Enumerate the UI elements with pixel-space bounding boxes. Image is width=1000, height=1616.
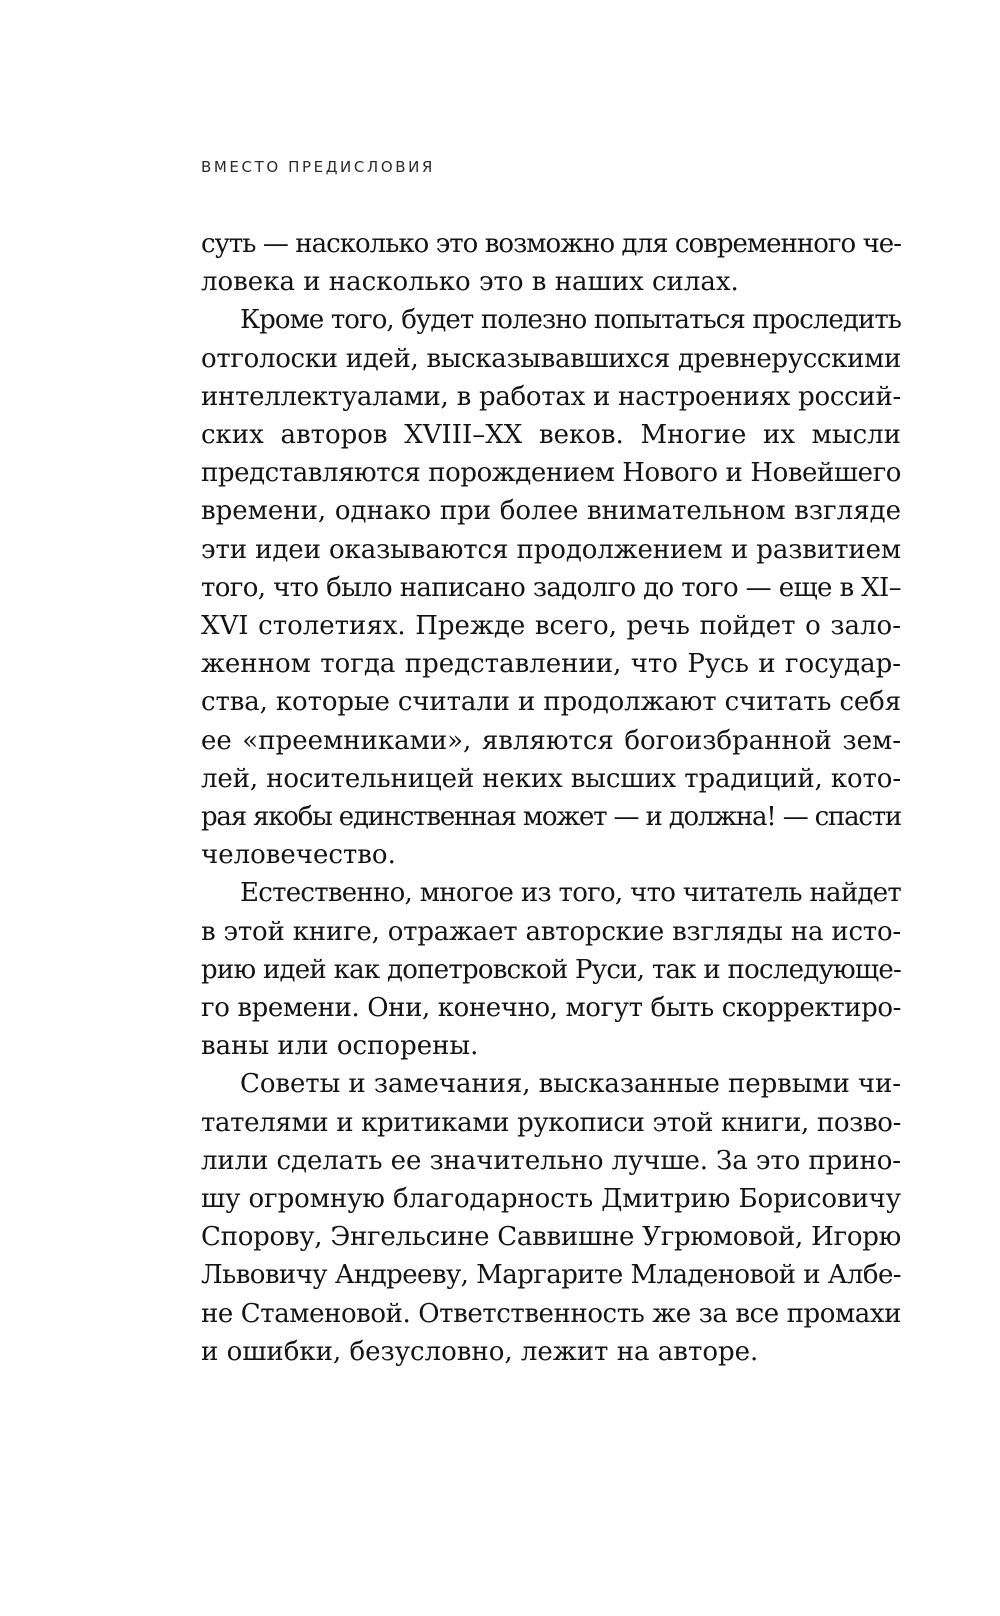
text-line: эти идеи оказываются продолжением и развитием [201, 534, 901, 565]
text-line: тателями и критиками рукописи этой книги, позво- [201, 1107, 901, 1138]
text-line: Кроме того, будет полезно попытаться проследить [240, 305, 901, 336]
text-line: женном тогда представлении, что Русь и государ- [201, 649, 901, 680]
text-line: времени, однако при более внимательном взгляде [201, 496, 901, 527]
text-line: в этой книге, отражает авторские взгляды на исто- [201, 916, 901, 947]
text-line: представляются порождением Нового и Новейшего [201, 458, 901, 489]
text-line: лили сделать ее значительно лучше. За это прино- [201, 1145, 901, 1176]
paragraph [201, 301, 901, 874]
text-line: Спорову, Энгельсине Саввишне Угрюмовой, Игорю [201, 1222, 901, 1253]
text-line: лей, носительницей неких высших традиций, кото- [201, 763, 901, 794]
paragraph [201, 225, 901, 301]
text-line: ее «преемниками», являются богоизбранной зем- [201, 725, 901, 756]
text-line: XVI столетиях. Прежде всего, речь пойдет о зало- [201, 611, 901, 642]
text-line: Советы и замечания, высказанные первыми чи- [240, 1069, 901, 1100]
text-line: го времени. Они, конечно, могут быть скорректиро- [201, 993, 901, 1024]
body-text [201, 225, 901, 1371]
text-line: и ошибки, безусловно, лежит на авторе. [201, 1336, 759, 1367]
text-line: ловека и насколько это в наших силах. [201, 267, 739, 298]
text-line: не Стаменовой. Ответственность же за все промахи [201, 1298, 901, 1329]
text-line: Львовичу Андрееву, Маргарите Младеновой и Албе- [201, 1260, 901, 1291]
text-line: Естественно, многое из того, что читатель найдет [240, 878, 901, 909]
text-line: суть — насколько это возможно для современного че- [201, 229, 901, 259]
text-line: человечество. [201, 840, 396, 871]
text-line: ства, которые считали и продолжают считать себя [201, 687, 901, 718]
text-line: ских авторов XVIII–XX веков. Многие их мысли [201, 420, 901, 451]
text-line: того, что было написано задолго до того — еще в XI– [201, 572, 901, 603]
running-head: ВМЕСТО ПРЕДИСЛОВИЯ [201, 158, 435, 176]
text-line: рию идей как допетровской Руси, так и последующе- [201, 954, 901, 985]
paragraph [201, 874, 901, 1065]
paragraph [201, 1065, 901, 1371]
text-line: отголоски идей, высказывавшихся древнерусскими [201, 343, 901, 374]
text-line: интеллектуалами, в работах и настроениях россий- [201, 381, 901, 412]
text-line: шу огромную благодарность Дмитрию Борисовичу [201, 1184, 901, 1215]
text-line: рая якобы единственная может — и должна! — спасти [201, 802, 901, 833]
text-line: ваны или оспорены. [201, 1031, 479, 1062]
